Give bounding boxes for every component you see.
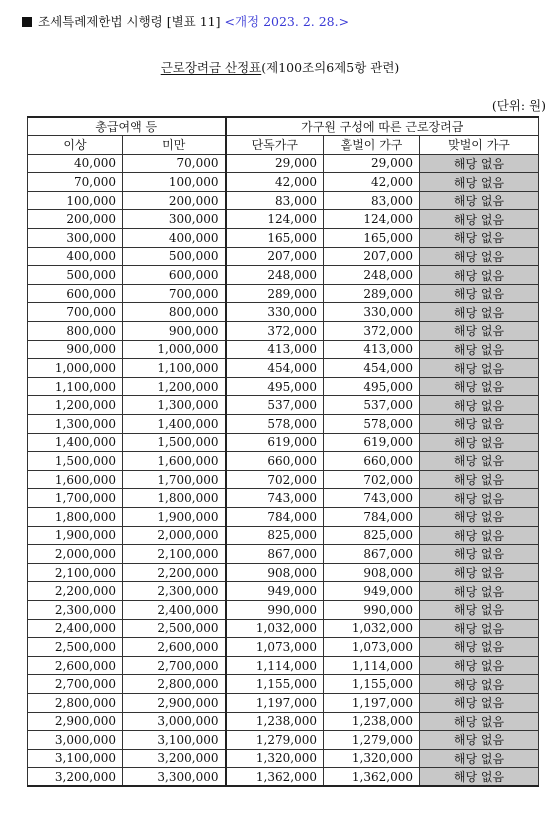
not-applicable-cell: 해당 없음 — [420, 749, 539, 768]
table-row — [28, 638, 539, 657]
table-cell: 1,600,000 — [123, 452, 226, 471]
table-cell: 900,000 — [28, 340, 123, 359]
table-row — [28, 526, 539, 545]
table-cell: 1,238,000 — [226, 712, 324, 731]
table-cell: 900,000 — [123, 322, 226, 341]
table-cell: 2,300,000 — [123, 582, 226, 601]
table-cell: 3,000,000 — [123, 712, 226, 731]
revision-note: <개정 2023. 2. 28.> — [224, 14, 350, 29]
table-cell: 2,800,000 — [123, 675, 226, 694]
not-applicable-cell: 해당 없음 — [420, 489, 539, 508]
table-cell: 1,114,000 — [226, 656, 324, 675]
table-cell: 949,000 — [226, 582, 324, 601]
table-cell: 42,000 — [226, 173, 324, 192]
table-row — [28, 675, 539, 694]
table-cell: 578,000 — [226, 415, 324, 434]
not-applicable-cell: 해당 없음 — [420, 284, 539, 303]
table-cell: 100,000 — [28, 191, 123, 210]
table-cell: 700,000 — [28, 303, 123, 322]
table-row — [28, 303, 539, 322]
table-cell: 949,000 — [324, 582, 420, 601]
table-cell: 825,000 — [226, 526, 324, 545]
table-cell: 702,000 — [226, 470, 324, 489]
table-cell: 1,200,000 — [123, 377, 226, 396]
table-cell: 2,900,000 — [28, 712, 123, 731]
table-cell: 3,300,000 — [123, 768, 226, 787]
table-cell: 1,155,000 — [324, 675, 420, 694]
not-applicable-cell: 해당 없음 — [420, 266, 539, 285]
table-cell: 867,000 — [324, 545, 420, 564]
table-row — [28, 452, 539, 471]
table-cell: 165,000 — [324, 229, 420, 248]
table-cell: 495,000 — [324, 377, 420, 396]
table-row — [28, 563, 539, 582]
table-subtitle — [0, 58, 560, 76]
table-row — [28, 154, 539, 173]
not-applicable-cell: 해당 없음 — [420, 582, 539, 601]
table-cell: 40,000 — [28, 154, 123, 173]
table-cell: 990,000 — [324, 600, 420, 619]
table-cell: 1,800,000 — [28, 507, 123, 526]
table-cell: 1,700,000 — [123, 470, 226, 489]
not-applicable-cell: 해당 없음 — [420, 619, 539, 638]
table-cell: 908,000 — [324, 563, 420, 582]
table-cell: 1,114,000 — [324, 656, 420, 675]
table-cell: 743,000 — [324, 489, 420, 508]
column-header: 홑벌이 가구 — [324, 136, 420, 155]
table-cell: 990,000 — [226, 600, 324, 619]
table-row — [28, 247, 539, 266]
not-applicable-cell: 해당 없음 — [420, 210, 539, 229]
document-title: 조세특례제한법 시행령 [별표 11] — [38, 14, 221, 29]
table-cell: 100,000 — [123, 173, 226, 192]
table-cell: 70,000 — [28, 173, 123, 192]
table-cell: 1,197,000 — [226, 693, 324, 712]
black-square-icon — [22, 17, 32, 27]
table-cell: 2,600,000 — [28, 656, 123, 675]
not-applicable-cell: 해당 없음 — [420, 600, 539, 619]
table-cell: 289,000 — [324, 284, 420, 303]
table-cell: 500,000 — [123, 247, 226, 266]
not-applicable-cell: 해당 없음 — [420, 303, 539, 322]
table-cell: 124,000 — [324, 210, 420, 229]
table-cell: 3,200,000 — [28, 768, 123, 787]
table-cell: 1,500,000 — [123, 433, 226, 452]
table-row — [28, 749, 539, 768]
table-row — [28, 266, 539, 285]
not-applicable-cell: 해당 없음 — [420, 433, 539, 452]
table-cell: 400,000 — [123, 229, 226, 248]
table-cell: 1,300,000 — [28, 415, 123, 434]
table-row — [28, 433, 539, 452]
not-applicable-cell: 해당 없음 — [420, 452, 539, 471]
table-row — [28, 768, 539, 787]
table-cell: 1,320,000 — [226, 749, 324, 768]
table-cell: 2,400,000 — [123, 600, 226, 619]
table-row — [28, 210, 539, 229]
table-cell: 600,000 — [28, 284, 123, 303]
table-row — [28, 415, 539, 434]
table-cell: 2,900,000 — [123, 693, 226, 712]
table-cell: 1,200,000 — [28, 396, 123, 415]
table-cell: 83,000 — [226, 191, 324, 210]
table-row — [28, 507, 539, 526]
table-cell: 1,073,000 — [226, 638, 324, 657]
table-cell: 413,000 — [324, 340, 420, 359]
table-cell: 124,000 — [226, 210, 324, 229]
table-cell: 1,155,000 — [226, 675, 324, 694]
table-cell: 289,000 — [226, 284, 324, 303]
not-applicable-cell: 해당 없음 — [420, 415, 539, 434]
table-cell: 207,000 — [226, 247, 324, 266]
table-cell: 660,000 — [324, 452, 420, 471]
not-applicable-cell: 해당 없음 — [420, 731, 539, 750]
table-cell: 619,000 — [226, 433, 324, 452]
table-row — [28, 712, 539, 731]
table-cell: 500,000 — [28, 266, 123, 285]
household-group-header: 가구원 구성에 따른 근로장려금 — [226, 117, 539, 136]
table-cell: 1,900,000 — [123, 507, 226, 526]
not-applicable-cell: 해당 없음 — [420, 229, 539, 248]
not-applicable-cell: 해당 없음 — [420, 768, 539, 787]
table-cell: 248,000 — [324, 266, 420, 285]
not-applicable-cell: 해당 없음 — [420, 656, 539, 675]
table-row — [28, 619, 539, 638]
table-row — [28, 489, 539, 508]
table-cell: 1,032,000 — [324, 619, 420, 638]
column-header: 미만 — [123, 136, 226, 155]
table-cell: 1,279,000 — [226, 731, 324, 750]
table-cell: 1,100,000 — [123, 359, 226, 378]
table-cell: 1,100,000 — [28, 377, 123, 396]
table-row — [28, 377, 539, 396]
table-cell: 2,100,000 — [28, 563, 123, 582]
table-row — [28, 284, 539, 303]
table-cell: 372,000 — [226, 322, 324, 341]
table-cell: 800,000 — [28, 322, 123, 341]
table-cell: 743,000 — [226, 489, 324, 508]
table-cell: 330,000 — [324, 303, 420, 322]
column-header: 단독가구 — [226, 136, 324, 155]
table-row — [28, 470, 539, 489]
table-cell: 2,200,000 — [123, 563, 226, 582]
table-cell: 2,700,000 — [123, 656, 226, 675]
table-cell: 1,600,000 — [28, 470, 123, 489]
table-cell: 578,000 — [324, 415, 420, 434]
table-row — [28, 191, 539, 210]
table-cell: 207,000 — [324, 247, 420, 266]
table-cell: 330,000 — [226, 303, 324, 322]
unit-label: (단위: 원) — [491, 98, 546, 113]
table-cell: 2,600,000 — [123, 638, 226, 657]
table-row — [28, 359, 539, 378]
column-header-row — [28, 136, 539, 155]
table-cell: 3,000,000 — [28, 731, 123, 750]
table-cell: 537,000 — [324, 396, 420, 415]
subtitle-main: 근로장려금 산정표 — [160, 60, 262, 75]
table-cell: 2,200,000 — [28, 582, 123, 601]
table-cell: 784,000 — [324, 507, 420, 526]
table-cell: 2,800,000 — [28, 693, 123, 712]
table-cell: 800,000 — [123, 303, 226, 322]
table-cell: 825,000 — [324, 526, 420, 545]
table-cell: 660,000 — [226, 452, 324, 471]
table-cell: 1,238,000 — [324, 712, 420, 731]
table-cell: 1,900,000 — [28, 526, 123, 545]
table-row — [28, 396, 539, 415]
table-cell: 2,500,000 — [123, 619, 226, 638]
not-applicable-cell: 해당 없음 — [420, 675, 539, 694]
not-applicable-cell: 해당 없음 — [420, 563, 539, 582]
table-cell: 454,000 — [226, 359, 324, 378]
table-cell: 42,000 — [324, 173, 420, 192]
table-cell: 1,000,000 — [28, 359, 123, 378]
table-cell: 1,073,000 — [324, 638, 420, 657]
table-cell: 2,300,000 — [28, 600, 123, 619]
table-body — [28, 154, 539, 786]
table-cell: 700,000 — [123, 284, 226, 303]
incentive-table — [27, 116, 539, 787]
not-applicable-cell: 해당 없음 — [420, 191, 539, 210]
table-row — [28, 322, 539, 341]
table-row — [28, 545, 539, 564]
table-cell: 29,000 — [324, 154, 420, 173]
table-cell: 908,000 — [226, 563, 324, 582]
not-applicable-cell: 해당 없음 — [420, 507, 539, 526]
table-cell: 2,400,000 — [28, 619, 123, 638]
income-group-header: 총급여액 등 — [28, 117, 226, 136]
table-cell: 454,000 — [324, 359, 420, 378]
table-cell: 495,000 — [226, 377, 324, 396]
table-cell: 1,320,000 — [324, 749, 420, 768]
table-cell: 248,000 — [226, 266, 324, 285]
table-cell: 1,032,000 — [226, 619, 324, 638]
not-applicable-cell: 해당 없음 — [420, 173, 539, 192]
subtitle-note: (제100조의6제5항 관련) — [261, 60, 400, 75]
not-applicable-cell: 해당 없음 — [420, 322, 539, 341]
not-applicable-cell: 해당 없음 — [420, 526, 539, 545]
table-cell: 1,400,000 — [28, 433, 123, 452]
table-cell: 83,000 — [324, 191, 420, 210]
table-row — [28, 582, 539, 601]
table-cell: 2,700,000 — [28, 675, 123, 694]
table-cell: 29,000 — [226, 154, 324, 173]
table-cell: 3,100,000 — [123, 731, 226, 750]
table-cell: 600,000 — [123, 266, 226, 285]
column-header: 맞벌이 가구 — [420, 136, 539, 155]
table-cell: 165,000 — [226, 229, 324, 248]
table-cell: 3,200,000 — [123, 749, 226, 768]
table-cell: 1,400,000 — [123, 415, 226, 434]
table-cell: 1,000,000 — [123, 340, 226, 359]
not-applicable-cell: 해당 없음 — [420, 359, 539, 378]
table-cell: 200,000 — [123, 191, 226, 210]
table-cell: 1,500,000 — [28, 452, 123, 471]
table-row — [28, 173, 539, 192]
table-cell: 1,700,000 — [28, 489, 123, 508]
table-cell: 2,000,000 — [28, 545, 123, 564]
group-header-row — [28, 117, 539, 136]
not-applicable-cell: 해당 없음 — [420, 545, 539, 564]
not-applicable-cell: 해당 없음 — [420, 693, 539, 712]
table-cell: 372,000 — [324, 322, 420, 341]
table-cell: 2,100,000 — [123, 545, 226, 564]
table-cell: 200,000 — [28, 210, 123, 229]
table-cell: 400,000 — [28, 247, 123, 266]
not-applicable-cell: 해당 없음 — [420, 470, 539, 489]
table-row — [28, 340, 539, 359]
not-applicable-cell: 해당 없음 — [420, 712, 539, 731]
table-cell: 537,000 — [226, 396, 324, 415]
table-cell: 867,000 — [226, 545, 324, 564]
table-cell: 1,362,000 — [226, 768, 324, 787]
table-cell: 784,000 — [226, 507, 324, 526]
not-applicable-cell: 해당 없음 — [420, 340, 539, 359]
table-cell: 2,500,000 — [28, 638, 123, 657]
table-cell: 1,279,000 — [324, 731, 420, 750]
table-row — [28, 731, 539, 750]
table-cell: 300,000 — [28, 229, 123, 248]
not-applicable-cell: 해당 없음 — [420, 396, 539, 415]
document-header — [22, 12, 349, 30]
table-cell: 1,300,000 — [123, 396, 226, 415]
table-cell: 702,000 — [324, 470, 420, 489]
table-cell: 1,362,000 — [324, 768, 420, 787]
table-cell: 3,100,000 — [28, 749, 123, 768]
table-cell: 1,800,000 — [123, 489, 226, 508]
not-applicable-cell: 해당 없음 — [420, 377, 539, 396]
not-applicable-cell: 해당 없음 — [420, 247, 539, 266]
table-row — [28, 656, 539, 675]
table-row — [28, 693, 539, 712]
table-cell: 413,000 — [226, 340, 324, 359]
column-header: 이상 — [28, 136, 123, 155]
table-row — [28, 229, 539, 248]
table-cell: 70,000 — [123, 154, 226, 173]
table-cell: 300,000 — [123, 210, 226, 229]
table-cell: 1,197,000 — [324, 693, 420, 712]
table-cell: 619,000 — [324, 433, 420, 452]
table-cell: 2,000,000 — [123, 526, 226, 545]
not-applicable-cell: 해당 없음 — [420, 154, 539, 173]
not-applicable-cell: 해당 없음 — [420, 638, 539, 657]
table-row — [28, 600, 539, 619]
